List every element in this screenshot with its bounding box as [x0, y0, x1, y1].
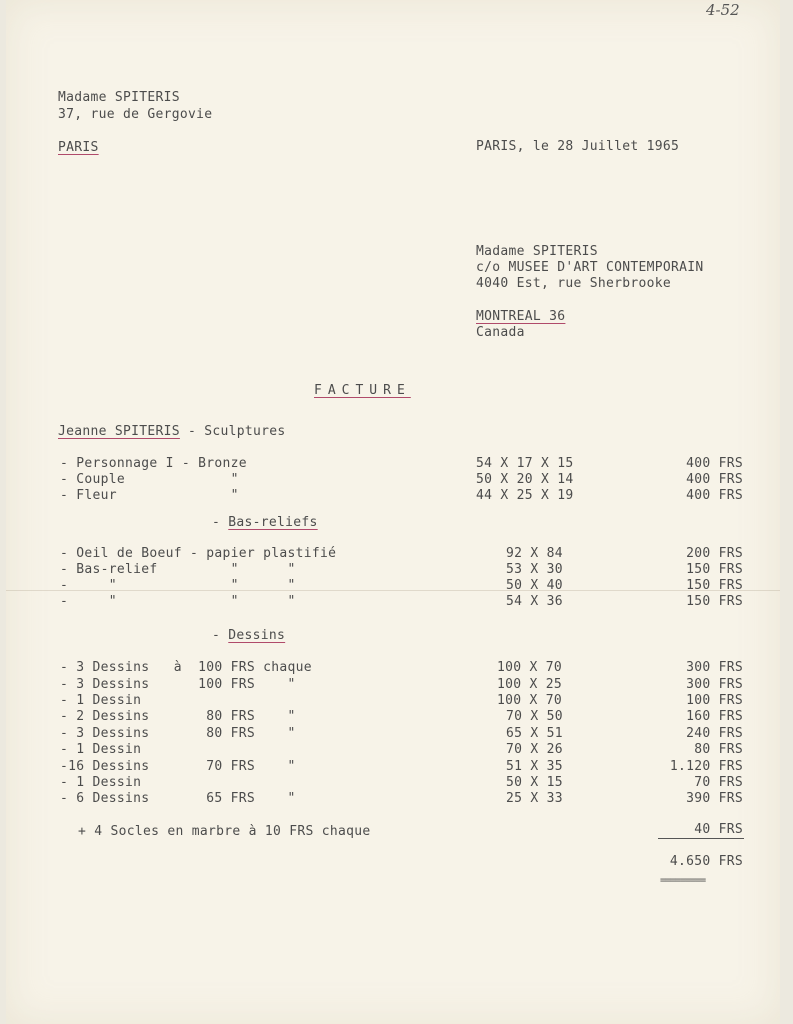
- item-description: - 3 Dessins 80 FRS ": [60, 726, 296, 741]
- artist-section-suffix: - Sculptures: [179, 424, 286, 439]
- recipient-line2: 4040 Est, rue Sherbrooke: [476, 276, 672, 291]
- artist-name: Jeanne SPITERIS: [58, 424, 180, 439]
- item-price: 100 FRS: [686, 693, 743, 708]
- item-price: 300 FRS: [686, 677, 743, 692]
- item-price: 300 FRS: [686, 660, 743, 675]
- item-dimensions: 50 X 40: [506, 578, 563, 593]
- item-price: 150 FRS: [686, 562, 743, 577]
- item-price: 1.120 FRS: [669, 759, 743, 774]
- item-dimensions: 70 X 26: [506, 742, 563, 757]
- basreliefs-title: Bas-reliefs: [228, 515, 318, 530]
- item-price: 150 FRS: [686, 578, 743, 593]
- recipient-country: Canada: [476, 325, 525, 340]
- item-dimensions: 100 X 25: [497, 677, 563, 692]
- artist-heading: [58, 424, 286, 440]
- item-description: - " " ": [60, 578, 296, 593]
- item-price: 200 FRS: [686, 546, 743, 561]
- item-price: 400 FRS: [686, 456, 743, 471]
- sender-address: 37, rue de Gergovie: [58, 107, 213, 122]
- item-price: 390 FRS: [686, 791, 743, 806]
- recipient-name: Madame SPITERIS: [476, 244, 598, 259]
- recipient-line1: c/o MUSEE D'ART CONTEMPORAIN: [476, 260, 704, 275]
- item-dimensions: 54 X 36: [506, 594, 563, 609]
- item-dimensions: 44 X 25 X 19: [476, 488, 574, 503]
- item-description: - Bas-relief " ": [60, 562, 296, 577]
- item-description: - 3 Dessins 100 FRS ": [60, 677, 296, 692]
- item-price: 240 FRS: [686, 726, 743, 741]
- item-description: - 1 Dessin: [60, 742, 142, 757]
- date-line: PARIS, le 28 Juillet 1965: [476, 139, 680, 154]
- item-dimensions: 100 X 70: [497, 693, 563, 708]
- item-price: 400 FRS: [686, 472, 743, 487]
- dessins-title: Dessins: [228, 628, 286, 643]
- item-dimensions: 65 X 51: [506, 726, 563, 741]
- total-double-rule: =========: [660, 875, 706, 886]
- sender-name: Madame SPITERIS: [58, 90, 180, 105]
- item-price: 400 FRS: [686, 488, 743, 503]
- socles-price: 40 FRS: [694, 822, 743, 837]
- item-dimensions: 54 X 17 X 15: [476, 456, 574, 471]
- item-description: - Fleur ": [60, 488, 239, 503]
- item-description: - Couple ": [60, 472, 239, 487]
- item-price: 160 FRS: [686, 709, 743, 724]
- item-dimensions: 25 X 33: [506, 791, 563, 806]
- item-description: - " " ": [60, 594, 296, 609]
- item-dimensions: 92 X 84: [506, 546, 563, 561]
- item-dimensions: 70 X 50: [506, 709, 563, 724]
- item-dimensions: 50 X 15: [506, 775, 563, 790]
- item-dimensions: 100 X 70: [497, 660, 563, 675]
- item-dimensions: 53 X 30: [506, 562, 563, 577]
- invoice-total: 4.650 FRS: [669, 854, 743, 869]
- dessins-heading: [212, 628, 285, 644]
- item-description: - 2 Dessins 80 FRS ": [60, 709, 296, 724]
- dessins-dash: -: [212, 628, 229, 643]
- item-dimensions: 51 X 35: [506, 759, 563, 774]
- socles-description: + 4 Socles en marbre à 10 FRS chaque: [78, 824, 371, 839]
- item-description: -16 Dessins 70 FRS ": [60, 759, 296, 774]
- item-description: - 1 Dessin: [60, 775, 142, 790]
- basreliefs-heading: [212, 515, 318, 531]
- item-price: 150 FRS: [686, 594, 743, 609]
- sender-city: PARIS: [58, 140, 99, 155]
- subtotal-rule: [658, 838, 744, 839]
- recipient-city: MONTREAL 36: [476, 309, 566, 324]
- item-price: 70 FRS: [694, 775, 743, 790]
- item-description: - 1 Dessin: [60, 693, 142, 708]
- item-price: 80 FRS: [694, 742, 743, 757]
- item-dimensions: 50 X 20 X 14: [476, 472, 574, 487]
- reference-number: 4-52: [706, 1, 740, 19]
- item-description: - 3 Dessins à 100 FRS chaque: [60, 660, 312, 675]
- item-description: - Personnage I - Bronze: [60, 456, 247, 471]
- document-title: FACTURE: [314, 383, 411, 398]
- basreliefs-dash: -: [212, 515, 229, 530]
- item-description: - Oeil de Boeuf - papier plastifié: [60, 546, 337, 561]
- item-description: - 6 Dessins 65 FRS ": [60, 791, 296, 806]
